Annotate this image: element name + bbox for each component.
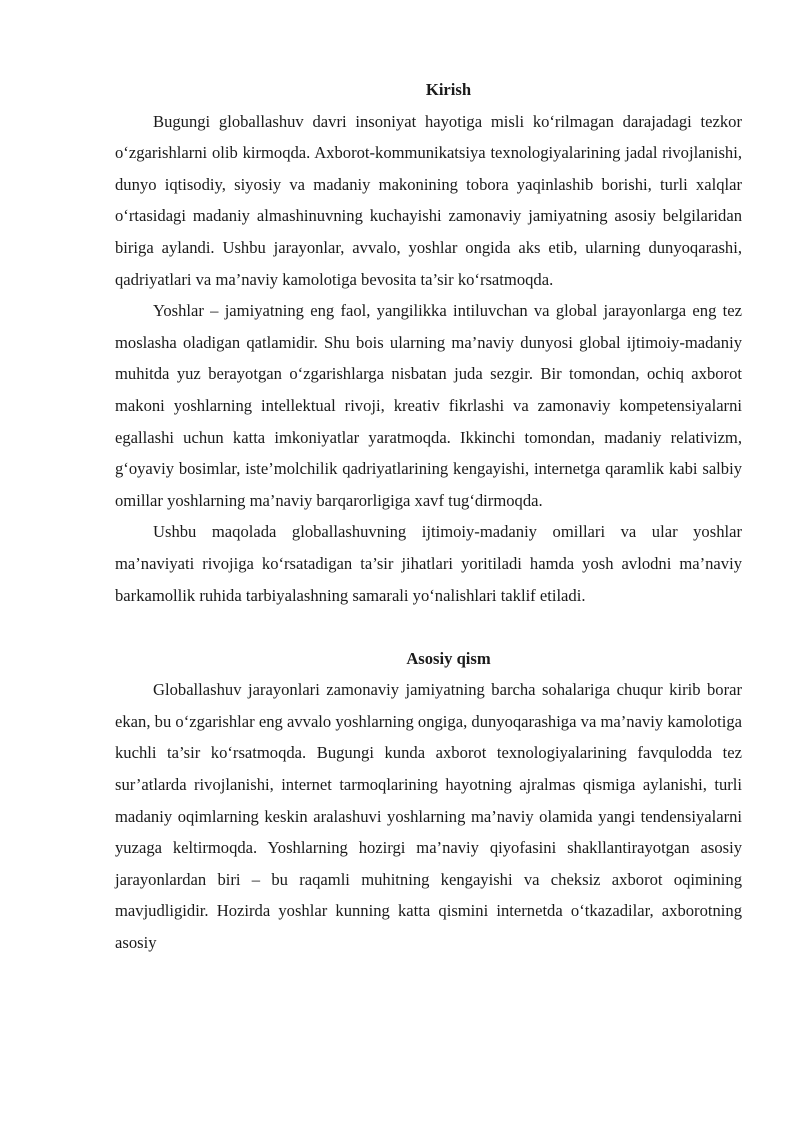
document-page	[115, 74, 742, 959]
section-heading-kirish: Kirish	[425, 80, 472, 99]
paragraph-intro-2: Yoshlar – jamiyatning eng faol, yangilikka intiluvchan va global jarayonlarga eng tez moslasha oladigan qatlamidir. Shu bois ularning ma’naviy dunyosi global ijtimoiy-madaniy muhitda yuz berayotgan o‘zgarishlarga nisbatan juda sezgir. Bir tomondan, ochiq axborot makoni yoshlarning intellektual rivoji, kreativ fikrlashi va zamonaviy kompetensiyalarni egallashi uchun katta imkoniyatlar yaratmoqda. Ikkinchi tomondan, madaniy relativizm, g‘oyaviy bosimlar, iste’molchilik qadriyatlarining kengayishi, internetga qaramlik kabi salbiy omillar yoshlarning ma’naviy barqarorligiga xavf tug‘dirmoqda.	[115, 301, 742, 510]
section-spacer	[115, 611, 742, 643]
paragraph-main-1: Globallashuv jarayonlari zamonaviy jamiyatning barcha sohalariga chuqur kirib borar ekan, bu o‘zgarishlar eng avvalo yoshlarning ongiga, dunyoqarashiga va ma’naviy kamolotiga kuchli ta’sir ko‘rsatmoqda. Bugungi kunda axborot texnologiyalarining favqulodda tez sur’atlarda rivojlanishi, internet tarmoqlarining hayotning ajralmas qismiga aylanishi, turli madaniy oqimlarning keskin aralashuvi yoshlarning ma’naviy olamida yangi tendensiyalarni yuzaga keltirmoqda. Yoshlarning hozirgi ma’naviy qiyofasini shakllantirayotgan asosiy jarayonlardan biri – bu raqamli muhitning kengayishi va cheksiz axborot oqimining mavjudligidir. Hozirda yoshlar kunning katta qismini internetda o‘tkazadilar, axborotning asosiy	[115, 680, 742, 953]
paragraph-intro-3: Ushbu maqolada globallashuvning ijtimoiy-madaniy omillari va ular yoshlar ma’naviyati rivojiga ko‘rsatadigan ta’sir jihatlari yoritiladi hamda yosh avlodni ma’naviy barkamollik ruhida tarbiyalashning samarali yo‘nalishlari taklif etiladi.	[115, 522, 742, 605]
section-heading-asosiy-qism: Asosiy qism	[406, 648, 491, 668]
paragraph-intro-1: Bugungi globallashuv davri insoniyat hayotiga misli ko‘rilmagan darajadagi tezkor o‘zgarishlarni olib kirmoqda. Axborot-kommunikatsiya texnologiyalarining jadal rivojlanishi, dunyo iqtisodiy, siyosiy va madaniy makonining tobora yaqinlashib borishi, turli xalqlar o‘rtasidagi madaniy almashinuvning kuchayishi zamonaviy jamiyatning asosiy belgilaridan biriga aylandi. Ushbu jarayonlar, avvalo, yoshlar ongida aks etib, ularning dunyoqarashi, qadriyatlari va ma’naviy kamolotiga bevosita ta’sir ko‘rsatmoqda.	[115, 111, 742, 289]
